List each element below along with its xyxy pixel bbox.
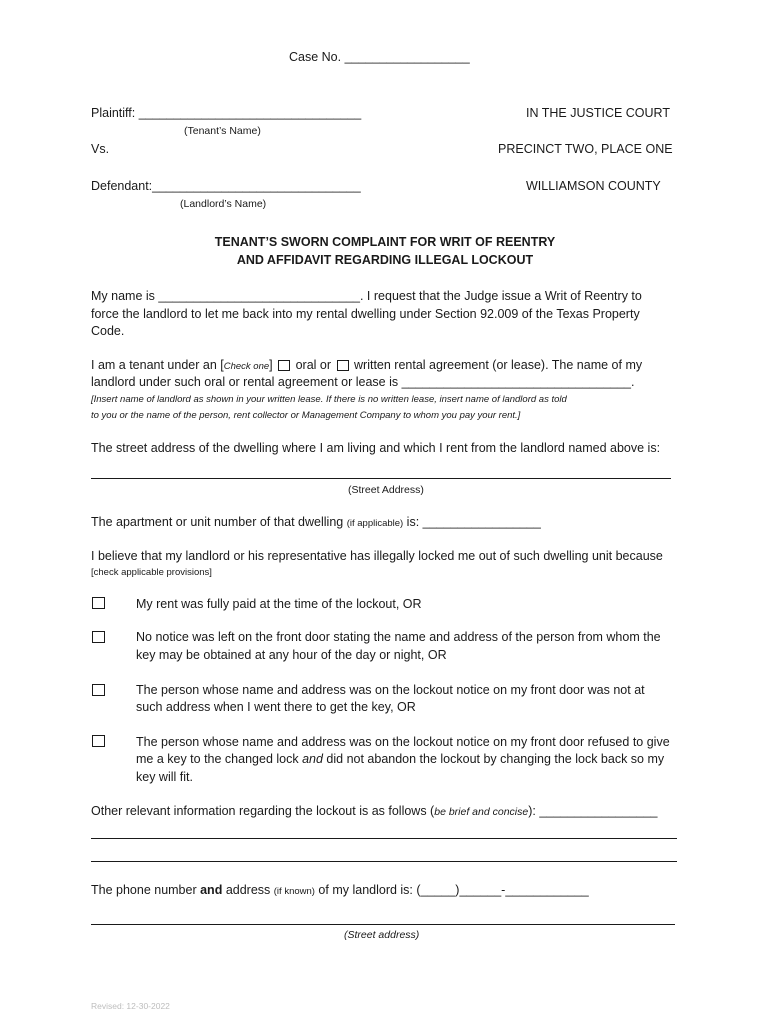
phone-prefix: The phone number: [91, 883, 201, 897]
provision-refused-key-line1: The person whose name and address was on the lockout notice on my front door refused to give: [136, 735, 670, 749]
street-address-caption: (Street Address): [348, 484, 424, 496]
unit-prefix: The apartment or unit number of that dwelling: [91, 515, 347, 529]
provision-rent-paid-checkbox[interactable]: [92, 597, 105, 609]
other-info-line1[interactable]: [91, 838, 677, 839]
street-address-prompt: The street address of the dwelling where I am living and which I rent from the landlord named above is:: [91, 441, 661, 455]
provision-not-at-address-line1: The person whose name and address was on the lockout notice on my front door was not at: [136, 683, 645, 697]
written-agreement-label: written rental agreement (or lease). The name of my: [354, 358, 643, 372]
name-request-line1[interactable]: My name is _____________________________. I request that the Judge issue a Writ of Reentry to: [91, 289, 642, 303]
plaintiff-field[interactable]: Plaintiff: ________________________________: [91, 106, 362, 120]
oral-agreement-label: oral or: [295, 358, 332, 372]
provision-rent-paid-label: My rent was fully paid at the time of the lockout, OR: [136, 597, 422, 611]
provision-refused-key-line2a: me a key to the changed lock: [136, 752, 303, 766]
oral-agreement-checkbox[interactable]: [278, 360, 290, 371]
name-request-line3: Code.: [91, 324, 125, 338]
provision-not-at-address-checkbox[interactable]: [92, 684, 105, 696]
written-agreement-checkbox[interactable]: [337, 360, 349, 371]
versus-label: Vs.: [91, 142, 110, 156]
tenancy-type-line: [91, 358, 642, 372]
tenant-name-caption: (Tenant’s Name): [184, 125, 261, 137]
provision-refused-key-line3: key will fit.: [136, 770, 193, 784]
court-county: WILLIAMSON COUNTY: [526, 179, 661, 193]
other-info-suffix: ): _________________: [528, 804, 658, 818]
tenancy-prefix: I am a tenant under an [: [91, 358, 224, 372]
court-name: IN THE JUSTICE COURT: [526, 106, 670, 120]
landlord-name-line[interactable]: landlord under such oral or rental agreement or lease is _________________________________.: [91, 375, 635, 389]
phone-and-emphasis: and: [200, 883, 223, 897]
brief-concise-label: be brief and concise: [434, 806, 529, 818]
landlord-address-line[interactable]: [91, 924, 675, 925]
unit-number-line[interactable]: [91, 515, 541, 529]
if-known-label: (if known): [273, 886, 315, 897]
phone-middle: address: [222, 883, 274, 897]
provision-no-notice-line1: No notice was left on the front door stating the name and address of the person from whom the: [136, 630, 661, 644]
landlord-note-line1: [Insert name of landlord as shown in your written lease. If there is no written lease, insert name of landlord as told: [91, 394, 567, 405]
landlord-name-caption: (Landlord’s Name): [180, 198, 267, 210]
provision-refused-key-line2b: did not abandon the lockout by changing the lock back so my: [322, 752, 665, 766]
provision-not-at-address-line2: such address when I went there to get the key, OR: [136, 700, 416, 714]
document-title-line1: TENANT’S SWORN COMPLAINT FOR WRIT OF REENTRY: [214, 235, 556, 249]
landlord-phone-line[interactable]: [91, 883, 589, 897]
provision-refused-key-checkbox[interactable]: [92, 735, 105, 747]
landlord-note-line2: to you or the name of the person, rent collector or Management Company to whom you pay your rent.]: [91, 410, 521, 421]
case-number-field[interactable]: Case No. __________________: [289, 50, 470, 64]
court-precinct: PRECINCT TWO, PLACE ONE: [498, 142, 673, 156]
check-one-label: Check one: [223, 361, 270, 372]
unit-suffix: is: _________________: [403, 515, 541, 529]
bracket-close: ]: [269, 358, 273, 372]
name-request-line2: force the landlord to let me back into my rental dwelling under Section 92.009 of the Texas Property: [91, 307, 640, 321]
other-info-line2[interactable]: [91, 861, 677, 862]
provision-refused-key-line2: [136, 752, 664, 766]
defendant-field[interactable]: Defendant:______________________________: [91, 179, 361, 193]
provision-and-emphasis: and: [302, 752, 323, 766]
other-info-prompt[interactable]: [91, 804, 658, 818]
revision-date: Revised: 12-30-2022: [91, 1001, 170, 1011]
landlord-address-caption: (Street address): [344, 929, 420, 941]
document-title-line2: AND AFFIDAVIT REGARDING ILLEGAL LOCKOUT: [236, 253, 534, 267]
phone-suffix: of my landlord is: (_____)______-____________: [314, 883, 589, 897]
street-address-line[interactable]: [91, 478, 671, 479]
if-applicable-label: (if applicable): [346, 518, 404, 529]
lockout-belief-line1: I believe that my landlord or his representative has illegally locked me out of such dwelling unit because: [91, 549, 663, 563]
provision-no-notice-line2: key may be obtained at any hour of the day or night, OR: [136, 648, 447, 662]
lockout-belief-line2: [check applicable provisions]: [91, 567, 212, 578]
other-info-prefix: Other relevant information regarding the lockout is as follows (: [91, 804, 435, 818]
provision-no-notice-checkbox[interactable]: [92, 631, 105, 643]
